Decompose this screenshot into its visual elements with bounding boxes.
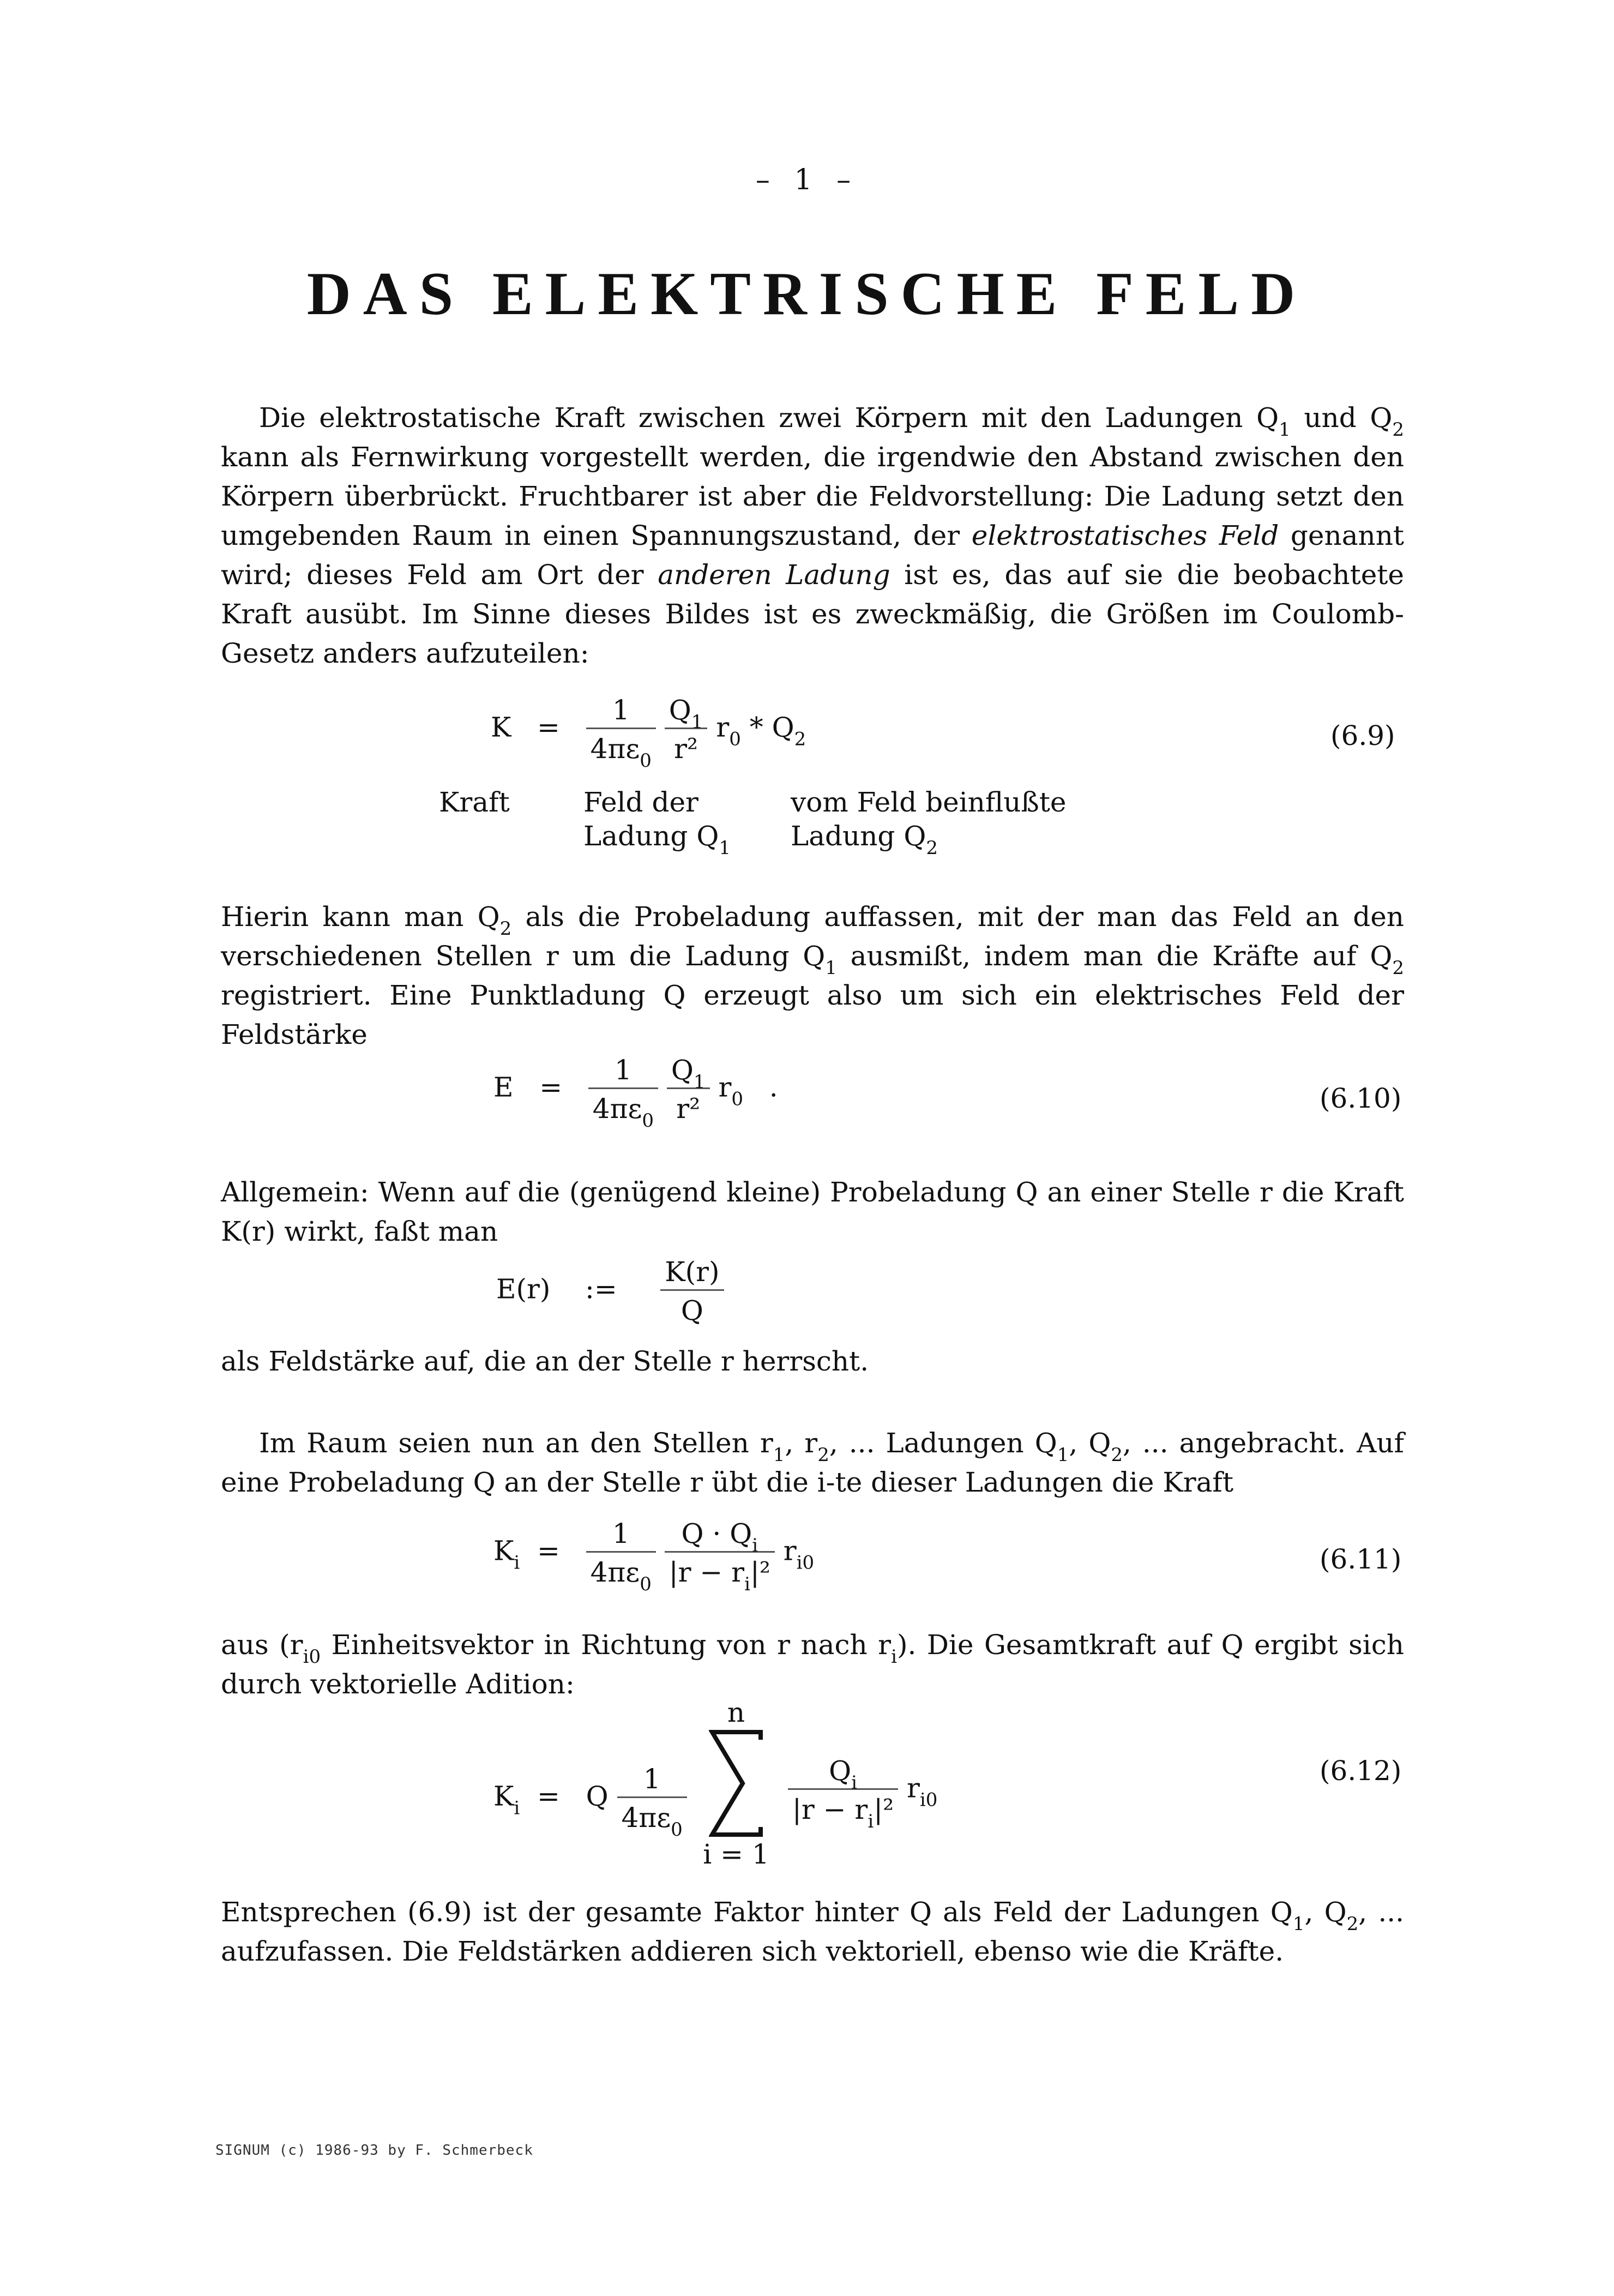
- equation-number-6-10: (6.10): [1320, 1083, 1402, 1114]
- paragraph-conclusion: Entsprechen (6.9) ist der gesamte Faktor hinter Q als Feld der Ladungen $Q_1$, $Q_2$, ... aufzufassen. Die Feldstärken addieren sich vektoriell, ebenso wie die Kräfte.: [221, 1896, 1405, 1967]
- paragraph-unit-vector: aus ($r_{i0}$ Einheitsvektor in Richtung von r nach $r_i$). Die Gesamtkraft auf Q ergibt sich durch vektorielle Adition:: [221, 1629, 1405, 1700]
- sum-upper-limit: n: [727, 1697, 745, 1728]
- sum-lower-limit: i = 1: [703, 1838, 769, 1870]
- paragraph-intro: Die elektrostatische Kraft zwischen zwei Körpern mit den Ladungen $Q_1$ und $Q_2$ kann als Fernwirkung vorgestellt werden, die irgendwie den Abstand zwischen den Körpern überbrückt. Fruchtbarer ist aber die Feldvorstellung: Die Ladung setzt den umgebenden Raum in einen Spannungszustand, der elektrostatisches Feld genannt wird; dieses Feld am Ort der anderen Ladung ist es, das auf sie die beobachtete Kraft ausübt. Im Sinne dieses Bildes ist es zweckmäßig, die Größen im Coulomb-Gesetz anders aufzuteilen:: [221, 402, 1405, 669]
- sigma-icon: [701, 1729, 772, 1838]
- equation-number-6-11: (6.11): [1320, 1543, 1402, 1575]
- label-field: Feld der Ladung $Q_1$: [583, 786, 731, 859]
- summation: [701, 1696, 772, 1871]
- equation-definition: E(r) := $\frac{K(r)}{Q}$: [496, 1254, 724, 1328]
- equation-6-12: $K_i$ = Q $\frac{1}{4\pi\varepsilon_0}$ n i = 1 $\frac{Q_i}{|r - r_i|^2}$ $r_{i0}$: [493, 1697, 938, 1870]
- footer-copyright: SIGNUM (c) 1986-93 by F. Schmerbeck: [215, 2142, 533, 2159]
- equation-number-6-9: (6.9): [1330, 720, 1395, 752]
- label-influenced: vom Feld beinflußte Ladung $Q_2$: [791, 786, 1067, 859]
- paragraph-general: Allgemein: Wenn auf die (genügend kleine) Probeladung Q an einer Stelle r die Kraft K(r) wirkt, faßt man: [221, 1176, 1404, 1247]
- equation-number-6-12: (6.12): [1320, 1755, 1402, 1787]
- equation-6-9: K = $\frac{1}{4\pi\varepsilon_0}$ $\frac{Q_1}{\text{r²}}$ $r_0 * Q_2$: [491, 694, 806, 772]
- page-title: DAS ELEKTRISCHE FELD: [306, 260, 1308, 328]
- paragraph-probe-charge: Hierin kann man $Q_2$ als die Probeladung auffassen, mit der man das Feld an den verschiedenen Stellen r um die Ladung $Q_1$ ausmißt, indem man die Kräfte auf $Q_2$ registriert. Eine Punktladung Q erzeugt also um sich ein elektrisches Feld der Feldstärke: [221, 901, 1405, 1050]
- equation-6-10: E = $\frac{1}{4\pi\varepsilon_0}$ $\frac{Q_1}{\text{r²}}$ $r_0$ .: [493, 1054, 778, 1132]
- page-number: – 1 –: [755, 164, 859, 196]
- label-force: Kraft: [439, 786, 510, 818]
- paragraph-charges: Im Raum seien nun an den Stellen $r_1$, $r_2$, ... Ladungen $Q_1$, $Q_2$, ... angebracht. Auf eine Probeladung Q an der Stelle r übt die i-te dieser Ladungen die Kraft: [221, 1427, 1404, 1498]
- equation-6-11: $K_i$ = $\frac{1}{4\pi\varepsilon_0}$ $\frac{Q \cdot Q_i}{|r - r_i|^2}$ $r_{i0}$: [493, 1518, 815, 1595]
- paragraph-field-strength: als Feldstärke auf, die an der Stelle r herrscht.: [221, 1345, 869, 1377]
